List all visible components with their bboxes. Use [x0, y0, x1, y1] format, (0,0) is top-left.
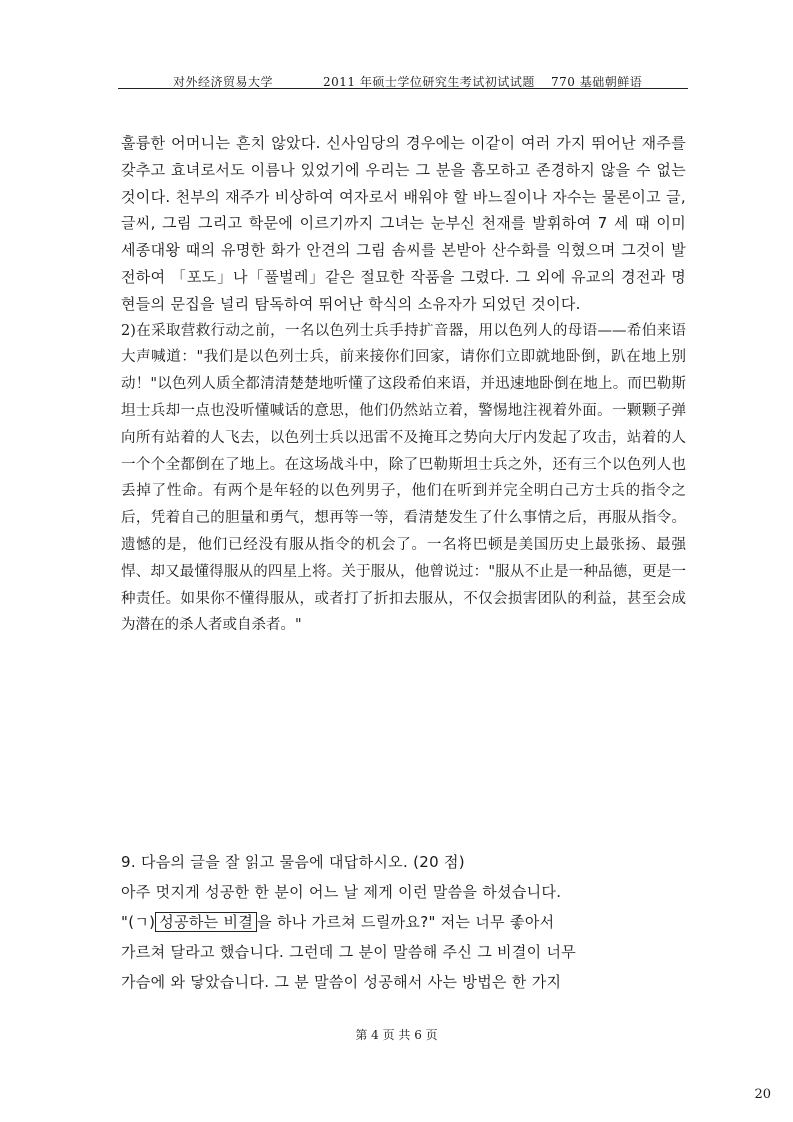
question-9-line-1: 아주 멋지게 성공한 한 분이 어느 날 제게 이런 말씀을 하셨습니다. [121, 883, 562, 901]
header-exam-title: 2011 年硕士学位研究生考试初试试题 [323, 75, 535, 89]
question-9-title: 9. 다음의 글을 잘 읽고 물음에 대답하시오. (20 점) [121, 853, 465, 871]
question-9-line-2 [121, 907, 686, 937]
header-subject: 770 基础朝鲜语 [551, 75, 643, 89]
question-9 [121, 847, 686, 997]
page-number: 20 [754, 1087, 771, 1102]
quote-continuation: 을 하나 가르쳐 드릴까요?" 저는 너무 좋아서 [257, 913, 555, 931]
passage-chinese: 2)在采取营救行动之前，一名以色列士兵手持扩音器，用以色列人的母语——希伯来语大声喊道："我们是以色列士兵，前来接你们回家，请你们立即就地卧倒，趴在地上别动！"以色列人质全都清清楚楚地听懂了这段希伯来语，并迅速地卧倒在地上。而巴勒斯坦士兵却一点也没听懂喊话的意思，他们仍然站立着，警惕地注视着外面。一颗颗子弹向所有站着的人飞去，以色列士兵以迅雷不及掩耳之势向大厅内发起了攻击，站着的人一个个全都倒在了地上。在这场战斗中，除了巴勒斯坦士兵之外，还有三个以色列人也丢掉了性命。有两个是年轻的以色列男子，他们在听到并完全明白己方士兵的指令之后，凭着自己的胆量和勇气，想再等一等，看清楚发生了什么事情之后，再服从指令。遗憾的是，他们已经没有服从指令的机会了。一名将巴顿是美国历史上最张扬、最强悍、却又最懂得服从的四星上将。关于服从，他曾说过："服从不止是一种品德，更是一种责任。如果你不懂得服从，或者打了折扣去服从，不仅会损害团队的利益，甚至会成为潜在的杀人者或自杀者。" [121, 322, 686, 634]
page-footer: 第 4 页 共 6 页 [355, 1028, 438, 1042]
passage-korean: 훌륭한 어머니는 흔치 않았다. 신사임당의 경우에는 이같이 여러 가지 뛰어난 재주를 갖추고 효녀로서도 이름나 있었기에 우리는 그 분을 흠모하고 존경하지 않을 수 없는 것이다. 천부의 재주가 비상하여 여자로서 배워야 할 바느질이나 자수는 물론이고 글, 글씨, 그림 그리고 학문에 이르기까지 그녀는 눈부신 천재를 발휘하여 7 세 때 이미 세종대왕 때의 유명한 화가 안견의 그림 솜씨를 본받아 산수화를 익혔으며 그것이 발전하여 「포도」나「풀벌레」같은 절묘한 작품을 그렸다. 그 외에 유교의 경전과 명현들의 문집을 널리 탐독하여 뛰어난 학식의 소유자가 되었던 것이다. [121, 134, 686, 313]
question-9-line-3: 가르쳐 달라고 했습니다. 그런데 그 분이 말씀해 주신 그 비결이 너무 [121, 943, 577, 961]
boxed-phrase: 성공하는 비결 [155, 912, 257, 932]
passage-block [121, 130, 686, 639]
quote-marker: "(ㄱ) [121, 913, 156, 931]
page-header [118, 72, 688, 89]
question-9-line-4: 가슴에 와 닿았습니다. 그 분 말씀이 성공해서 사는 방법은 한 가지 [121, 973, 562, 991]
header-university: 对外经济贸易大学 [173, 75, 274, 89]
